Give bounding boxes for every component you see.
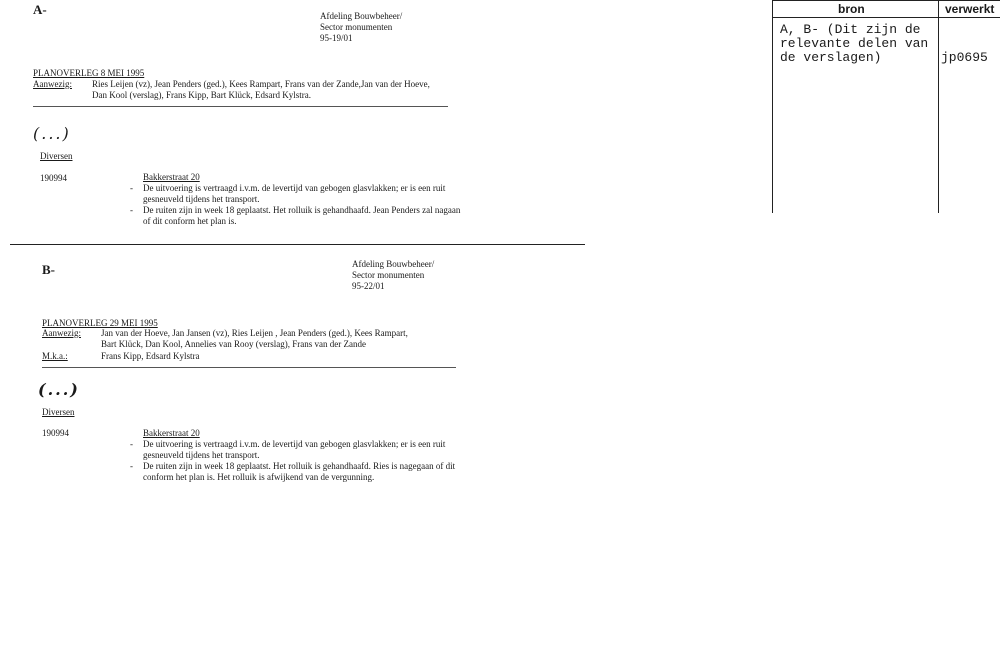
excerpt-b-marker: B- [42, 262, 55, 277]
excerpt-a-ellipsis: (...) [33, 124, 71, 143]
excerpt-a-ref: 95-19/01 [320, 33, 353, 43]
excerpt-a-meeting-title: PLANOVERLEG 8 MEI 1995 [33, 68, 145, 78]
excerpt-b-bullets [130, 439, 468, 483]
excerpt-a-item-title: Bakkerstraat 20 [143, 172, 200, 182]
excerpt-b-sector: Sector monumenten [352, 270, 425, 280]
excerpt-a-present-line2: Dan Kool (verslag), Frans Kipp, Bart Klück, Edsard Kylstra. [92, 90, 311, 100]
excerpt-b-meeting-title: PLANOVERLEG 29 MEI 1995 [42, 318, 158, 328]
side-table-header-bron: bron [838, 2, 865, 16]
excerpt-b-section: Diversen [42, 407, 75, 417]
excerpt-b-bullet-2: - De ruiten zijn in week 18 geplaatst. Het rolluik is gehandhaafd. Ries is nagegaan of dit conform het plan is. Het rolluik is afwijkend van de vergunning. [130, 461, 456, 482]
side-table-left-border [772, 0, 773, 213]
excerpt-b-dept: Afdeling Bouwbeheer/ [352, 259, 435, 269]
excerpt-b-item-title: Bakkerstraat 20 [143, 428, 200, 438]
excerpt-b-bullet-1: - De uitvoering is vertraagd i.v.m. de levertijd van gebogen glasvlakken; er is een ruit gesneuveld tijdens het transport. [130, 439, 446, 460]
excerpt-b-present-line2: Bart Klück, Dan Kool, Annelies van Rooy (verslag), Frans van der Zande [101, 339, 366, 349]
excerpt-a-item-code: 190994 [40, 173, 67, 183]
side-table-header-verwerkt: verwerkt [945, 2, 995, 16]
excerpt-a-bullets [130, 183, 468, 227]
excerpt-a-section: Diversen [40, 151, 73, 161]
excerpt-a-marker: A- [33, 2, 47, 17]
excerpt-b-absent-line: Frans Kipp, Edsard Kylstra [101, 351, 200, 361]
excerpt-b-divider [42, 367, 456, 368]
excerpt-b-item-code: 190994 [42, 428, 69, 438]
side-table-processed-code: jp0695 [941, 50, 988, 65]
side-table-top-border [772, 0, 1000, 1]
excerpt-b-present-line1: Jan van der Hoeve, Jan Jansen (vz), Ries Leijen , Jean Penders (ged.), Kees Rampart, [101, 328, 408, 338]
excerpt-a-present-label: Aanwezig: [33, 79, 72, 89]
excerpt-a-divider [33, 106, 448, 107]
excerpt-a-present-line1: Ries Leijen (vz), Jean Penders (ged.), Kees Rampart, Frans van der Zande,Jan van der Hoeve, [92, 79, 430, 89]
excerpt-b-ref: 95-22/01 [352, 281, 385, 291]
excerpt-a-bullet-2: - De ruiten zijn in week 18 geplaatst. Het rolluik is gehandhaafd. Jean Penders zal nagaan of dit conform het plan is. [130, 205, 461, 226]
excerpt-b-present-label: Aanwezig: [42, 328, 81, 338]
excerpt-a-bullet-1: - De uitvoering is vertraagd i.v.m. de levertijd van gebogen glasvlakken; er is een ruit gesneuveld tijdens het transport. [130, 183, 446, 204]
excerpt-b-ellipsis: (...) [38, 380, 80, 399]
excerpt-a-dept: Afdeling Bouwbeheer/ [320, 11, 403, 21]
side-table-header-border [772, 17, 1000, 18]
excerpt-separator [10, 244, 585, 245]
side-table-source-text: A, B- (Dit zijn de relevante delen van de verslagen) [780, 22, 929, 65]
excerpt-a-sector: Sector monumenten [320, 22, 393, 32]
excerpt-b-absent-label: M.k.a.: [42, 351, 68, 361]
